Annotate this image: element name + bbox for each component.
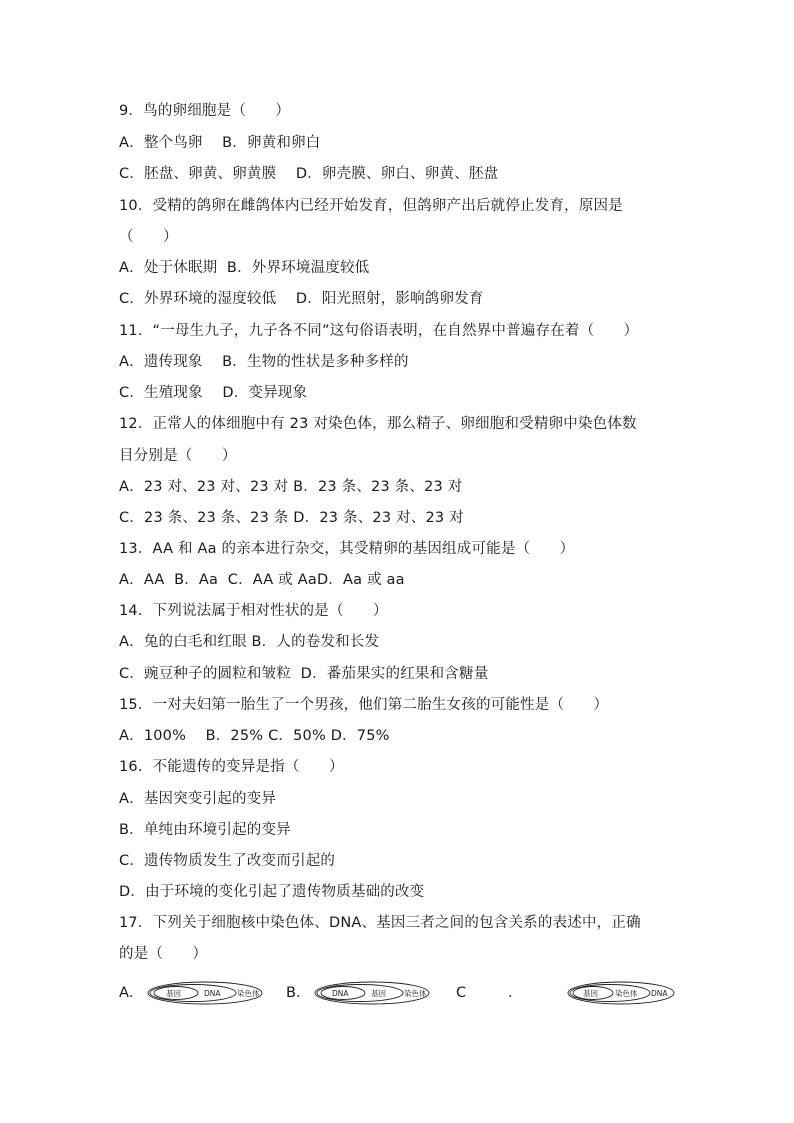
q10-stem: 10．受精的鸽卵在雌鸽体内已经开始发育，但鸽卵产出后就停止发育，原因是 <box>119 198 623 214</box>
q17-option-d-label: ． <box>508 985 523 1001</box>
q17-venn-b <box>314 981 434 1005</box>
q17-venn-a-middle: DNA <box>204 989 221 998</box>
q14-options-ab: A．兔的白毛和红眼 B．人的卷发和长发 <box>119 634 380 650</box>
q10-options-cd: C．外界环境的湿度较低 D．阳光照射，影响鸽卵发育 <box>119 291 484 307</box>
q17-venn-d-inner: 基因 <box>583 989 598 998</box>
q17-venn-d-outer: DNA <box>651 989 668 998</box>
q9-stem: 9．鸟的卵细胞是（ ） <box>119 103 291 119</box>
q17-venn-a <box>147 981 267 1005</box>
q14-options-cd: C．豌豆种子的圆粒和皱粒 D．番茄果实的红果和含糖量 <box>119 666 489 682</box>
q15-options: A．100% B．25% C．50% D．75% <box>119 728 390 744</box>
q17-venn-b-middle: 基因 <box>371 989 386 998</box>
q17-venn-a-inner: 基因 <box>166 989 181 998</box>
q10-stem-cont: （ ） <box>119 229 178 245</box>
q16-option-c: C．遗传物质发生了改变而引起的 <box>119 853 336 869</box>
q12-options-ab: A．23 对、23 对、23 对 B．23 条、23 条、23 对 <box>119 479 463 495</box>
q17-venn-b-outer: 染色体 <box>404 989 427 998</box>
q11-stem: 11．“一母生九子，九子各不同”这句俗语表明，在自然界中普遍存在着（ ） <box>119 323 639 339</box>
q9-options-ab: A．整个鸟卵 B．卵黄和卵白 <box>119 135 321 151</box>
q15-stem: 15．一对夫妇第一胎生了一个男孩，他们第二胎生女孩的可能性是（ ） <box>119 697 609 713</box>
q17-venn-b-inner: DNA <box>332 989 349 998</box>
q17-option-b-label: B． <box>286 985 311 1001</box>
q13-options: A．AA B．Aa C．AA 或 AaD．Aa 或 aa <box>119 572 405 588</box>
q16-option-a: A．基因突变引起的变异 <box>119 791 277 807</box>
q16-option-d: D．由于环境的变化引起了遗传物质基础的改变 <box>119 884 425 900</box>
q17-options <box>119 981 679 1005</box>
q17-option-c-label: C <box>456 985 467 1001</box>
q17-venn-a-outer: 染色体 <box>237 989 260 998</box>
q12-options-cd: C．23 条、23 条、23 条 D．23 条、23 对、23 对 <box>119 510 464 526</box>
q17-venn-d-middle: 染色体 <box>615 989 638 998</box>
q16-stem: 16．不能遗传的变异是指（ ） <box>119 759 344 775</box>
q11-options-ab: A．遗传现象 B．生物的性状是多种多样的 <box>119 354 409 370</box>
q11-options-cd: C．生殖现象 D．变异现象 <box>119 385 308 401</box>
q16-option-b: B．单纯由环境引起的变异 <box>119 822 291 838</box>
q10-options-ab: A．处于休眠期 B．外界环境温度较低 <box>119 260 370 276</box>
q12-stem: 12．正常人的体细胞中有 23 对染色体，那么精子、卵细胞和受精卵中染色体数 <box>119 416 637 432</box>
q17-stem: 17．下列关于细胞核中染色体、DNA、基因三者之间的包含关系的表述中，正确 <box>119 915 641 931</box>
q13-stem: 13．AA 和 Aa 的亲本进行杂交，其受精卵的基因组成可能是（ ） <box>119 541 575 557</box>
q17-stem-cont: 的是（ ） <box>119 946 208 962</box>
q17-venn-d <box>567 981 677 1005</box>
q14-stem: 14．下列说法属于相对性状的是（ ） <box>119 603 388 619</box>
q17-option-a-label: A． <box>119 985 144 1001</box>
q9-options-cd: C．胚盘、卵黄、卵黄膜 D．卵壳膜、卵白、卵黄、胚盘 <box>119 166 499 182</box>
q12-stem-cont: 目分别是（ ） <box>119 448 237 464</box>
